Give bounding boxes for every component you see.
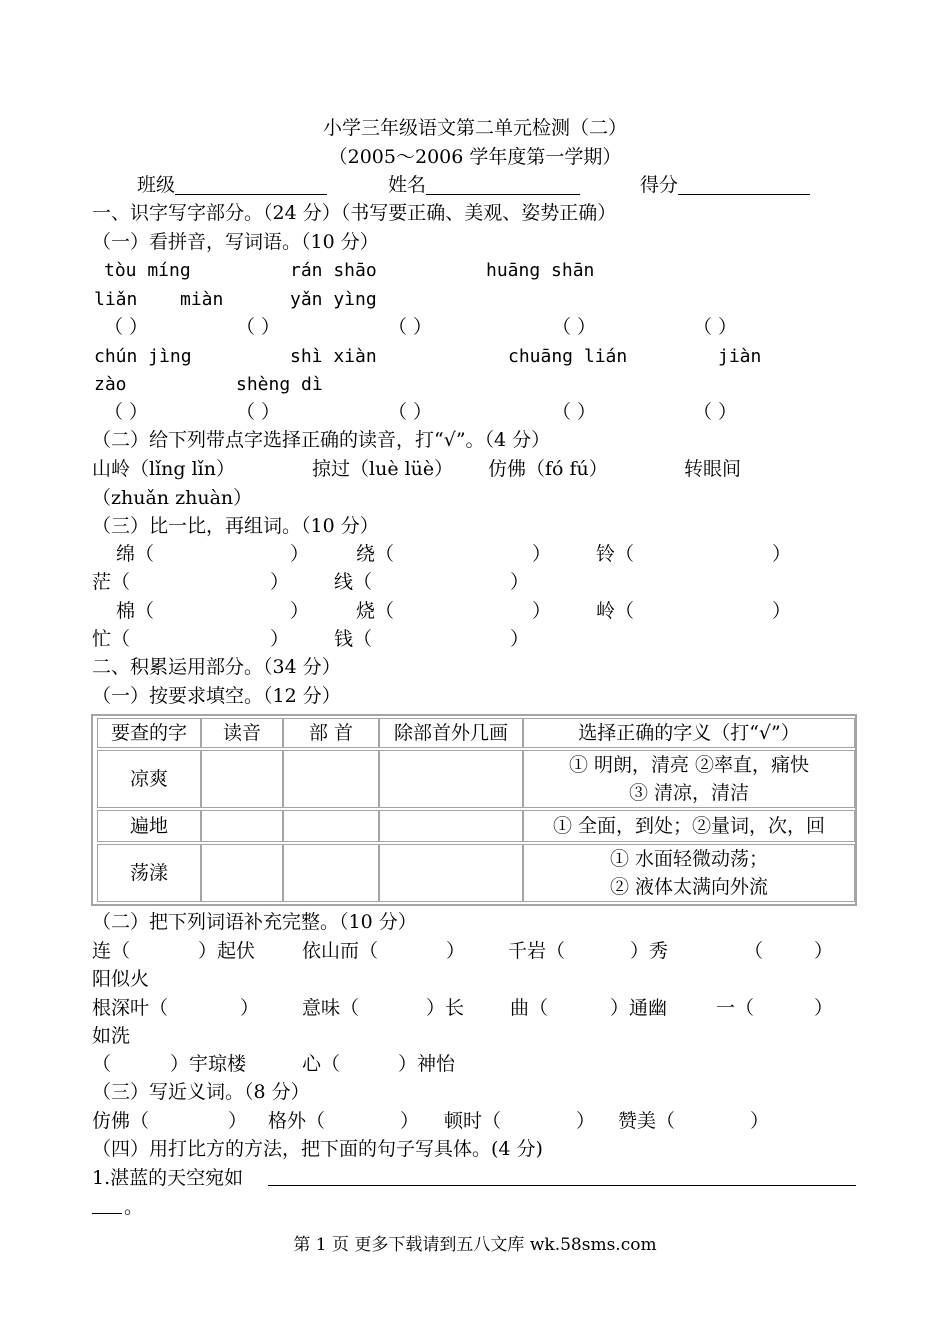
idiom-part: 心（	[302, 1053, 341, 1075]
q1-heading: （一）看拼音，写词语。（10 分）	[92, 231, 379, 253]
pinyin: shì xiàn	[290, 346, 377, 367]
answer-cell[interactable]	[201, 810, 283, 842]
pinyin: liǎn	[94, 289, 138, 310]
answer-paren[interactable]: （ ）	[104, 316, 149, 338]
reading-choice[interactable]: 转眼间	[684, 458, 742, 480]
q2-heading: （二）给下列带点字选择正确的读音，打“√”。（4 分）	[92, 429, 551, 451]
idiom-part: 如洗	[92, 1025, 131, 1047]
answer-paren[interactable]: （ ）	[552, 316, 597, 338]
score-field[interactable]	[640, 171, 810, 199]
synonym-close: ）	[400, 1110, 420, 1132]
synonym-close: ）	[228, 1110, 248, 1132]
pinyin: tòu míng	[104, 260, 191, 281]
answer-cell[interactable]	[379, 844, 523, 902]
idiom-part: 千岩（	[508, 940, 566, 962]
meaning-line: ③ 清凉，清洁	[628, 782, 750, 804]
compare-close: ）	[510, 571, 530, 593]
idiom-part: 根深叶（	[92, 997, 169, 1019]
p2-q4-heading: （四）用打比方的方法，把下面的句子写具体。(4 分)	[92, 1138, 543, 1160]
table-word: 荡漾	[97, 844, 201, 902]
reading-choice[interactable]: （zhuǎn zhuàn）	[92, 487, 253, 509]
part2-heading: 二、积累运用部分。（34 分）	[92, 656, 341, 678]
compare-char: 棉（	[116, 600, 155, 622]
idiom-part: ）长	[426, 997, 465, 1019]
idiom-part: ）起伏	[198, 940, 256, 962]
col-header: 要查的字	[97, 718, 201, 748]
compare-char: 铃（	[596, 543, 635, 565]
answer-paren[interactable]: （ ）	[104, 401, 149, 423]
score-blank[interactable]	[678, 174, 810, 195]
compare-char: 茫（	[92, 571, 131, 593]
table-word: 凉爽	[97, 750, 201, 808]
idiom-part: 连（	[92, 940, 131, 962]
idiom-part: ）宇琼楼	[170, 1053, 247, 1075]
compare-char: 绕（	[356, 543, 395, 565]
answer-paren[interactable]: （ ）	[236, 316, 281, 338]
synonym-word: 仿佛（	[92, 1110, 150, 1132]
p2-q2-heading: （二）把下列词语补充完整。（10 分）	[92, 911, 417, 933]
idiom-part: ）	[814, 940, 834, 962]
part1-heading: 一、识字写字部分。（24 分）（书写要正确、美观、姿势正确）	[92, 202, 617, 224]
name-label: 姓名	[388, 174, 427, 196]
pinyin: chún jìng	[94, 346, 192, 367]
compare-char: 绵（	[116, 543, 155, 565]
page-title: 小学三年级语文第二单元检测（二）	[322, 117, 627, 139]
table-word: 遍地	[97, 810, 201, 842]
compare-close: ）	[772, 600, 792, 622]
answer-paren[interactable]: （ ）	[236, 401, 281, 423]
pinyin: jiàn	[718, 346, 762, 367]
dictionary-table	[91, 714, 857, 906]
pinyin: huāng shān	[486, 260, 595, 281]
answer-cell[interactable]	[201, 844, 283, 902]
pinyin: shèng dì	[236, 374, 323, 395]
idiom-part: ）通幽	[610, 997, 668, 1019]
sentence-blank-cont[interactable]	[92, 1213, 122, 1214]
compare-char: 线（	[334, 571, 373, 593]
synonym-word: 顿时（	[444, 1110, 502, 1132]
class-blank[interactable]	[175, 174, 327, 195]
synonym-word: 赞美（	[618, 1110, 676, 1132]
answer-cell[interactable]	[201, 750, 283, 808]
name-blank[interactable]	[426, 174, 580, 195]
compare-close: ）	[532, 543, 552, 565]
pinyin: rán shāo	[290, 260, 377, 281]
compare-close: ）	[270, 571, 290, 593]
synonym-close: ）	[750, 1110, 770, 1132]
idiom-part: 曲（	[510, 997, 549, 1019]
idiom-part: 阳似火	[92, 968, 150, 990]
idiom-part: ）秀	[630, 940, 669, 962]
answer-cell[interactable]	[379, 750, 523, 808]
score-label: 得分	[640, 174, 679, 196]
answer-cell[interactable]	[283, 810, 379, 842]
p2-q3-heading: （三）写近义词。（8 分）	[92, 1081, 310, 1103]
sentence-prompt: 1.湛蓝的天空宛如	[92, 1167, 244, 1189]
p2-q1-heading: （一）按要求填空。（12 分）	[92, 685, 341, 707]
answer-paren[interactable]: （ ）	[388, 401, 433, 423]
pinyin: zào	[94, 374, 127, 395]
pinyin: miàn	[180, 289, 224, 310]
class-label: 班级	[137, 174, 176, 196]
synonym-word: 格外（	[268, 1110, 326, 1132]
answer-cell[interactable]	[283, 844, 379, 902]
meaning-line: ① 明朗，清亮 ②率直，痛快	[568, 754, 810, 776]
name-field[interactable]	[388, 171, 580, 199]
idiom-part: ）神怡	[398, 1053, 456, 1075]
meaning-cell[interactable]	[523, 750, 855, 808]
meaning-cell[interactable]	[523, 844, 855, 902]
compare-close: ）	[290, 543, 310, 565]
idiom-part: ）	[814, 997, 834, 1019]
meaning-cell[interactable]: ① 全面，到处；②量词，次，回	[523, 810, 855, 842]
reading-choice[interactable]: 掠过（luè lüè）	[312, 458, 454, 480]
q3-heading: （三）比一比，再组词。（10 分）	[92, 515, 379, 537]
answer-paren[interactable]: （ ）	[693, 316, 738, 338]
page-footer: 第 1 页 更多下载请到五八文库 wk.58sms.com	[293, 1235, 657, 1255]
meaning-line: ① 水面轻微动荡；	[609, 848, 769, 870]
idiom-part: 一（	[716, 997, 755, 1019]
compare-close: ）	[532, 600, 552, 622]
answer-paren[interactable]: （ ）	[693, 401, 738, 423]
compare-char: 钱（	[334, 628, 373, 650]
sentence-end: 。	[124, 1196, 144, 1218]
class-field[interactable]	[137, 171, 327, 199]
meaning-line: ② 液体太满向外流	[609, 876, 769, 898]
compare-close: ）	[270, 628, 290, 650]
compare-close: ）	[510, 628, 530, 650]
col-header: 读音	[201, 718, 283, 748]
reading-choice[interactable]: 山岭（lǐng lǐn）	[92, 458, 235, 480]
idiom-part: 意味（	[302, 997, 360, 1019]
answer-cell[interactable]	[283, 750, 379, 808]
page-subtitle: （2005～2006 学年度第一学期）	[328, 146, 622, 168]
compare-char: 忙（	[92, 628, 131, 650]
col-header: 部 首	[283, 718, 379, 748]
reading-choice[interactable]: 仿佛（fó fú）	[488, 458, 608, 480]
synonym-close: ）	[576, 1110, 596, 1132]
answer-paren[interactable]: （ ）	[388, 316, 433, 338]
idiom-part: 依山而（	[302, 940, 379, 962]
compare-close: ）	[290, 600, 310, 622]
answer-cell[interactable]	[379, 810, 523, 842]
idiom-part: （	[744, 940, 764, 962]
compare-char: 烧（	[356, 600, 395, 622]
pinyin: yǎn yìng	[290, 289, 377, 310]
idiom-part: ）	[446, 940, 466, 962]
compare-char: 岭（	[596, 600, 635, 622]
idiom-part: （	[92, 1053, 112, 1075]
answer-paren[interactable]: （ ）	[552, 401, 597, 423]
sentence-blank[interactable]	[268, 1185, 856, 1186]
col-header: 除部首外几画	[379, 718, 523, 748]
compare-close: ）	[772, 543, 792, 565]
col-header: 选择正确的字义（打“√”）	[523, 718, 855, 748]
pinyin: chuāng lián	[508, 346, 628, 367]
idiom-part: ）	[240, 997, 260, 1019]
